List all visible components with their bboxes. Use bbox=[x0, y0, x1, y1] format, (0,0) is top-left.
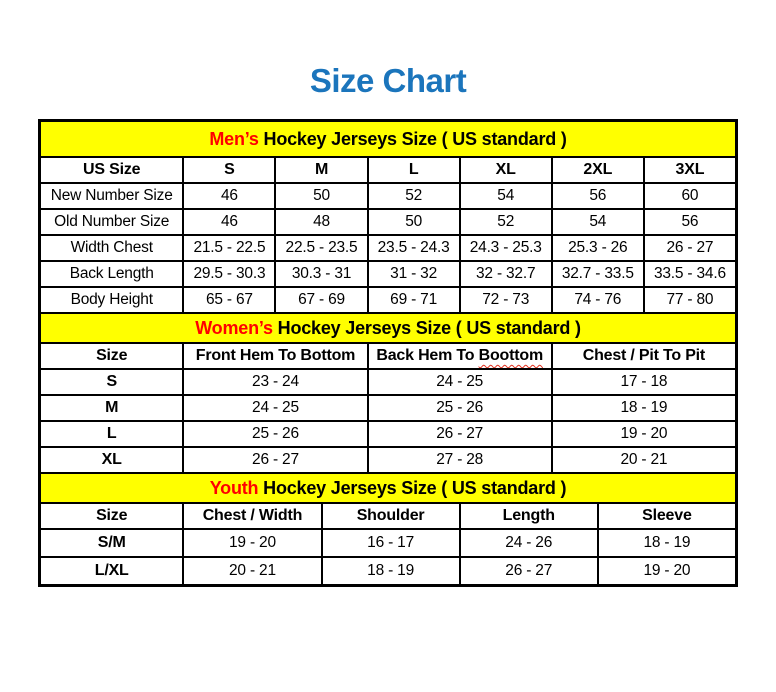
table-row bbox=[40, 421, 736, 447]
mens-cell: 52 bbox=[460, 209, 552, 235]
mens-cell: 30.3 - 31 bbox=[275, 261, 367, 287]
youth-cell: 20 - 21 bbox=[183, 557, 321, 585]
mens-cell: 31 - 32 bbox=[368, 261, 460, 287]
mens-size-table bbox=[39, 120, 737, 314]
mens-cell: 50 bbox=[368, 209, 460, 235]
mens-col-header: 2XL bbox=[552, 157, 644, 183]
youth-row-label: L/XL bbox=[40, 557, 183, 585]
mens-cell: 56 bbox=[552, 183, 644, 209]
mens-band-title: Hockey Jerseys Size ( US standard ) bbox=[263, 128, 567, 149]
mens-cell: 54 bbox=[552, 209, 644, 235]
womens-col-header: Front Hem To Bottom bbox=[183, 343, 367, 369]
mens-col-header: M bbox=[275, 157, 367, 183]
youth-col-header: Chest / Width bbox=[183, 503, 321, 529]
womens-cell: 25 - 26 bbox=[183, 421, 367, 447]
womens-col-header-misspelled-word: Boottom bbox=[478, 347, 543, 364]
womens-band-title: Hockey Jerseys Size ( US standard ) bbox=[277, 317, 581, 338]
youth-cell: 18 - 19 bbox=[322, 557, 460, 585]
womens-row-label: S bbox=[40, 369, 183, 395]
table-row bbox=[40, 369, 736, 395]
womens-row-label: XL bbox=[40, 447, 183, 473]
youth-band-title: Hockey Jerseys Size ( US standard ) bbox=[263, 477, 567, 498]
mens-cell: 32.7 - 33.5 bbox=[552, 261, 644, 287]
mens-cell: 24.3 - 25.3 bbox=[460, 235, 552, 261]
womens-col-header bbox=[368, 343, 552, 369]
mens-row-label: Old Number Size bbox=[40, 209, 183, 235]
mens-cell: 29.5 - 30.3 bbox=[183, 261, 275, 287]
womens-cell: 23 - 24 bbox=[183, 369, 367, 395]
table-row bbox=[40, 235, 736, 261]
womens-section-title bbox=[40, 313, 736, 343]
womens-cell: 25 - 26 bbox=[368, 395, 552, 421]
womens-cell: 26 - 27 bbox=[368, 421, 552, 447]
mens-cell: 72 - 73 bbox=[460, 287, 552, 313]
youth-cell: 16 - 17 bbox=[322, 529, 460, 557]
womens-accent-label: Women’s bbox=[195, 317, 273, 338]
mens-section-title bbox=[40, 121, 736, 157]
womens-col-header: Chest / Pit To Pit bbox=[552, 343, 736, 369]
womens-cell: 17 - 18 bbox=[552, 369, 736, 395]
youth-cell: 26 - 27 bbox=[460, 557, 598, 585]
youth-cell: 19 - 20 bbox=[598, 557, 736, 585]
youth-cell: 19 - 20 bbox=[183, 529, 321, 557]
womens-col-header: Size bbox=[40, 343, 183, 369]
mens-cell: 54 bbox=[460, 183, 552, 209]
youth-col-header: Size bbox=[40, 503, 183, 529]
mens-row-label: Back Length bbox=[40, 261, 183, 287]
womens-size-table bbox=[39, 312, 737, 474]
mens-col-header: S bbox=[183, 157, 275, 183]
mens-cell: 69 - 71 bbox=[368, 287, 460, 313]
page-title: Size Chart bbox=[309, 62, 467, 99]
table-row bbox=[40, 183, 736, 209]
mens-row-label: New Number Size bbox=[40, 183, 183, 209]
mens-cell: 67 - 69 bbox=[275, 287, 367, 313]
table-row bbox=[40, 209, 736, 235]
mens-cell: 32 - 32.7 bbox=[460, 261, 552, 287]
mens-cell: 60 bbox=[644, 183, 736, 209]
mens-cell: 52 bbox=[368, 183, 460, 209]
womens-cell: 26 - 27 bbox=[183, 447, 367, 473]
youth-size-table bbox=[39, 472, 737, 586]
mens-cell: 65 - 67 bbox=[183, 287, 275, 313]
womens-cell: 18 - 19 bbox=[552, 395, 736, 421]
womens-section-band bbox=[40, 313, 736, 343]
mens-cell: 74 - 76 bbox=[552, 287, 644, 313]
mens-header-row bbox=[40, 157, 736, 183]
mens-col-header: L bbox=[368, 157, 460, 183]
womens-row-label: L bbox=[40, 421, 183, 447]
table-row bbox=[40, 447, 736, 473]
mens-cell: 26 - 27 bbox=[644, 235, 736, 261]
womens-cell: 24 - 25 bbox=[368, 369, 552, 395]
mens-cell: 21.5 - 22.5 bbox=[183, 235, 275, 261]
mens-cell: 23.5 - 24.3 bbox=[368, 235, 460, 261]
mens-col-header: US Size bbox=[40, 157, 183, 183]
womens-cell: 24 - 25 bbox=[183, 395, 367, 421]
mens-cell: 22.5 - 23.5 bbox=[275, 235, 367, 261]
womens-col-header-back-text: Back Hem To bbox=[376, 347, 475, 364]
size-chart-tables bbox=[38, 119, 738, 587]
mens-cell: 46 bbox=[183, 183, 275, 209]
mens-col-header: 3XL bbox=[644, 157, 736, 183]
womens-row-label: M bbox=[40, 395, 183, 421]
mens-cell: 33.5 - 34.6 bbox=[644, 261, 736, 287]
youth-section-title bbox=[40, 473, 736, 503]
mens-cell: 46 bbox=[183, 209, 275, 235]
table-row bbox=[40, 529, 736, 557]
table-row bbox=[40, 287, 736, 313]
mens-accent-label: Men’s bbox=[209, 128, 259, 149]
youth-row-label: S/M bbox=[40, 529, 183, 557]
youth-header-row bbox=[40, 503, 736, 529]
youth-col-header: Length bbox=[460, 503, 598, 529]
youth-cell: 18 - 19 bbox=[598, 529, 736, 557]
mens-row-label: Width Chest bbox=[40, 235, 183, 261]
womens-cell: 20 - 21 bbox=[552, 447, 736, 473]
youth-col-header: Sleeve bbox=[598, 503, 736, 529]
youth-accent-label: Youth bbox=[209, 477, 259, 498]
womens-header-row bbox=[40, 343, 736, 369]
mens-section-band bbox=[40, 121, 736, 157]
mens-row-label: Body Height bbox=[40, 287, 183, 313]
table-row bbox=[40, 261, 736, 287]
youth-cell: 24 - 26 bbox=[460, 529, 598, 557]
youth-col-header: Shoulder bbox=[322, 503, 460, 529]
mens-cell: 77 - 80 bbox=[644, 287, 736, 313]
womens-cell: 19 - 20 bbox=[552, 421, 736, 447]
youth-section-band bbox=[40, 473, 736, 503]
mens-cell: 56 bbox=[644, 209, 736, 235]
mens-cell: 48 bbox=[275, 209, 367, 235]
mens-col-header: XL bbox=[460, 157, 552, 183]
table-row bbox=[40, 395, 736, 421]
womens-cell: 27 - 28 bbox=[368, 447, 552, 473]
mens-cell: 50 bbox=[275, 183, 367, 209]
table-row bbox=[40, 557, 736, 585]
mens-cell: 25.3 - 26 bbox=[552, 235, 644, 261]
